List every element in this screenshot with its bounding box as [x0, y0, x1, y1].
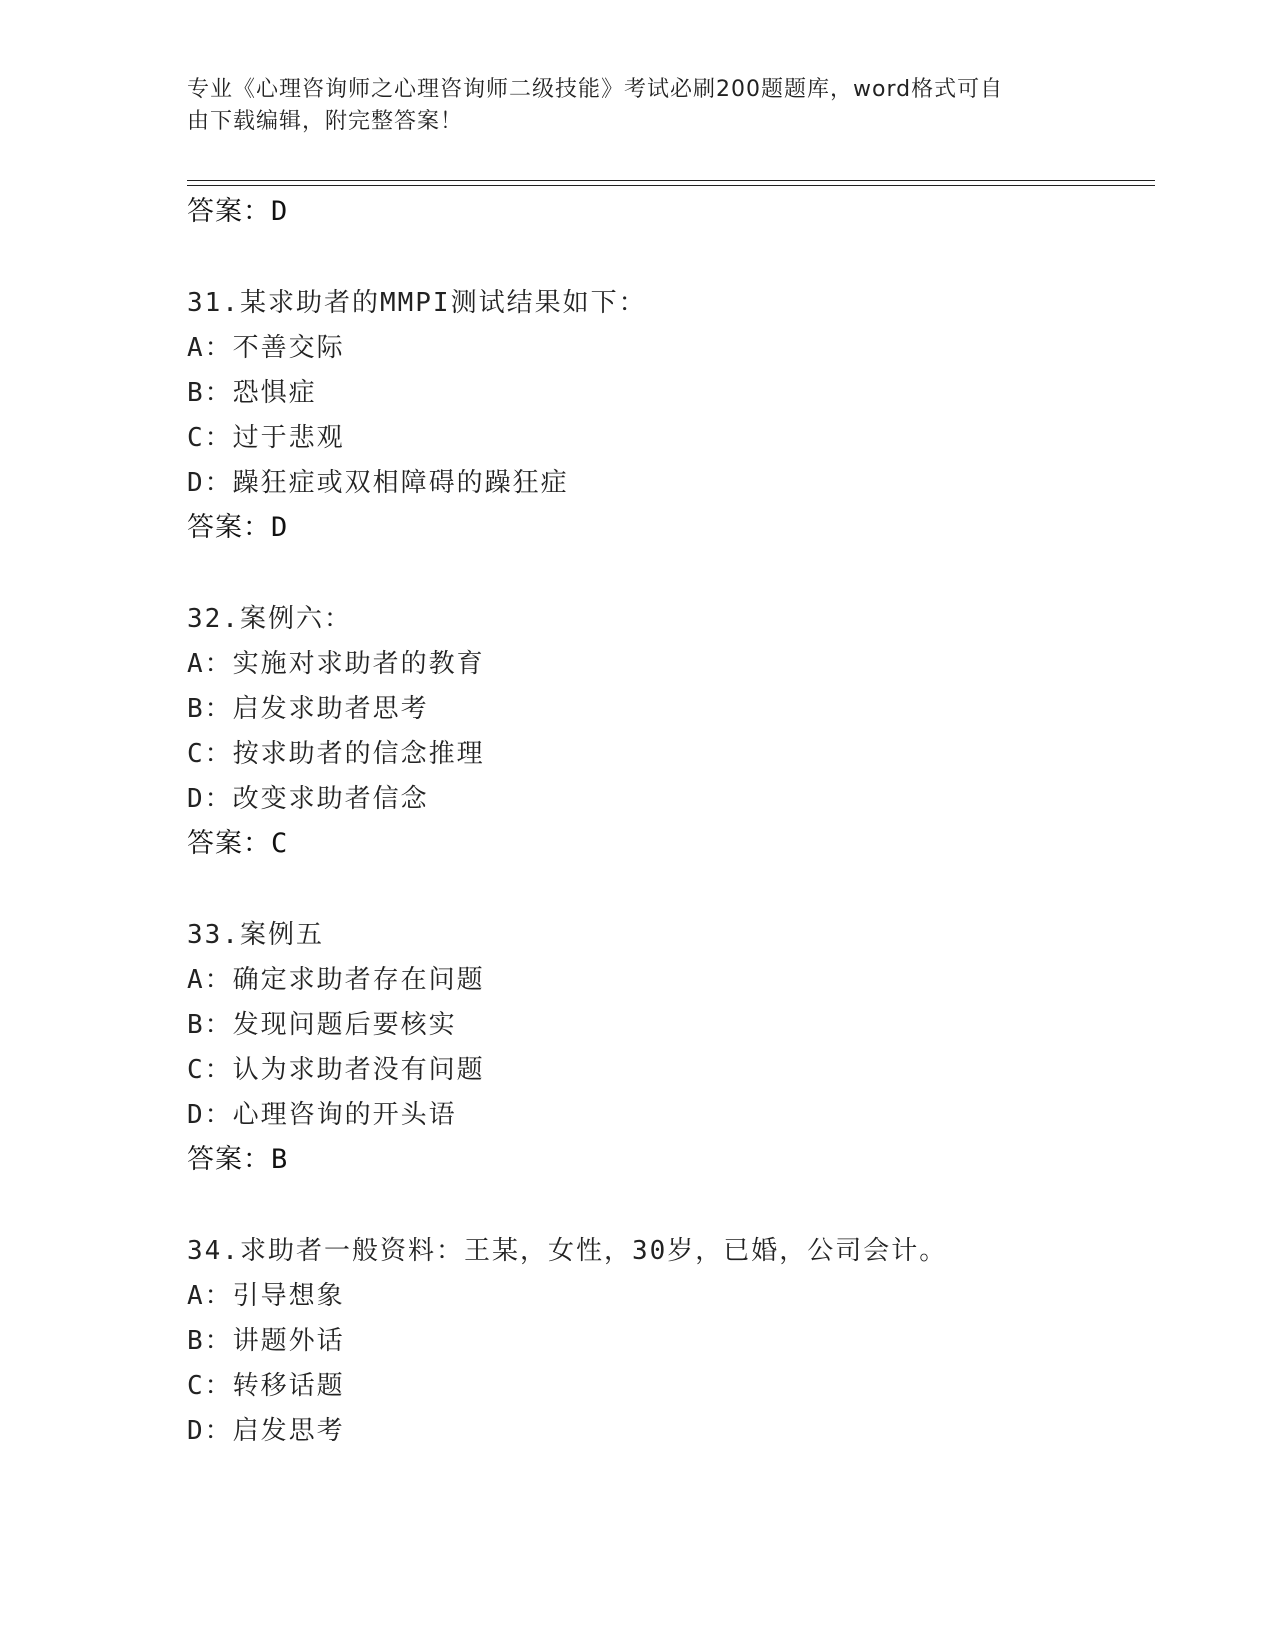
spacer [187, 551, 1147, 597]
spacer [187, 1183, 1147, 1229]
question-prompt: 31.某求助者的MMPI测试结果如下： [187, 288, 647, 318]
answer-label: 答案： [187, 1144, 271, 1175]
header-line-1: 专业《心理咨询师之心理咨询师二级技能》考试必刷200题题库，word格式可自 [187, 77, 1004, 102]
question-block [187, 281, 1147, 551]
option-c: C：过于悲观 [187, 423, 345, 453]
answer-value: D [271, 512, 289, 543]
question-prompt: 33.案例五 [187, 920, 324, 950]
answer-label: 答案： [187, 828, 271, 859]
option-d: D：心理咨询的开头语 [187, 1100, 457, 1130]
option-a: A：不善交际 [187, 333, 345, 363]
question-prompt: 34.求助者一般资料：王某，女性，30岁，已婚，公司会计。 [187, 1236, 948, 1266]
answer-line [187, 822, 1147, 867]
header-divider-top [187, 180, 1155, 181]
option-c: C：认为求助者没有问题 [187, 1055, 485, 1085]
option-a: A：实施对求助者的教育 [187, 649, 485, 679]
option-d: D：躁狂症或双相障碍的躁狂症 [187, 468, 569, 498]
question-block [187, 1229, 1147, 1454]
spacer [187, 867, 1147, 913]
option-c: C：按求助者的信念推理 [187, 739, 485, 769]
header-divider-bottom [187, 185, 1155, 186]
answer-line [187, 1138, 1147, 1183]
option-b: B：讲题外话 [187, 1326, 345, 1356]
document-header [187, 74, 1067, 138]
option-d: D：启发思考 [187, 1416, 345, 1446]
answer-value: D [271, 196, 289, 227]
question-prompt: 32.案例六： [187, 604, 352, 634]
option-d: D：改变求助者信念 [187, 784, 429, 814]
header-line-2: 由下载编辑，附完整答案！ [187, 109, 464, 134]
option-b: B：发现问题后要核实 [187, 1010, 457, 1040]
answer-line [187, 506, 1147, 551]
question-block [187, 913, 1147, 1183]
option-a: A：引导想象 [187, 1281, 345, 1311]
answer-value: B [271, 1144, 289, 1175]
answer-label: 答案： [187, 196, 271, 227]
question-block [187, 597, 1147, 867]
option-b: B：恐惧症 [187, 378, 317, 408]
question-list [187, 190, 1147, 1454]
spacer [187, 235, 1147, 281]
answer-value: C [271, 828, 289, 859]
answer-line [187, 190, 1147, 235]
option-a: A：确定求助者存在问题 [187, 965, 485, 995]
option-c: C：转移话题 [187, 1371, 345, 1401]
option-b: B：启发求助者思考 [187, 694, 429, 724]
answer-label: 答案： [187, 512, 271, 543]
